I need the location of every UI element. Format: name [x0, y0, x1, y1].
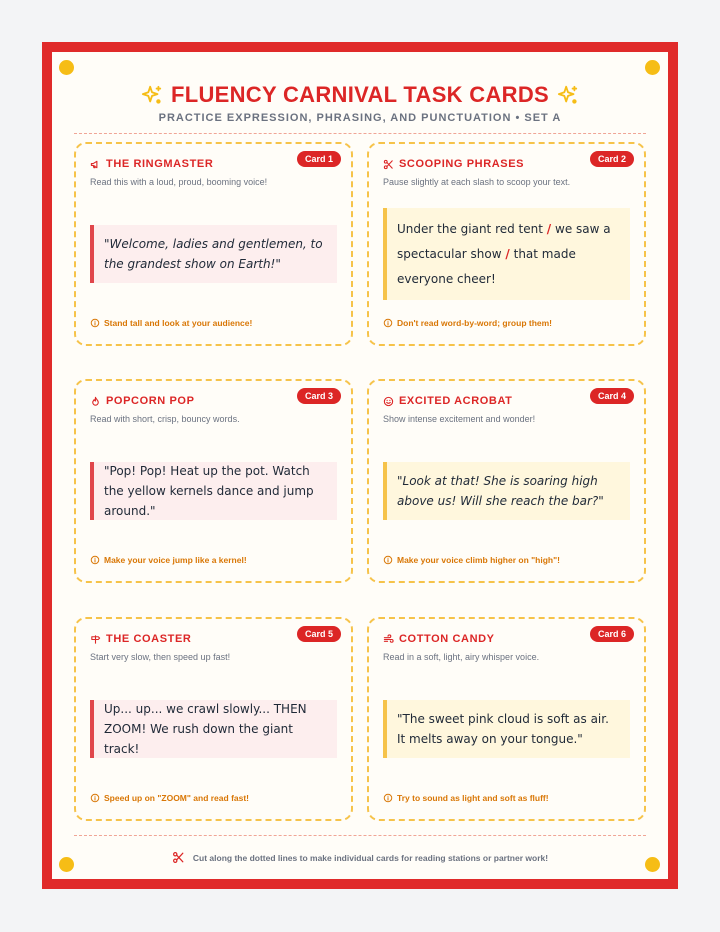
- divider: [74, 835, 646, 836]
- page-border: [42, 42, 678, 889]
- card-quote: "Welcome, ladies and gentlemen, to the grandest show on Earth!": [90, 225, 337, 283]
- card-quote: "Look at that! She is soaring high above us! Will she reach the bar?": [383, 462, 630, 520]
- smile-icon: [383, 396, 394, 407]
- megaphone-icon: [90, 159, 101, 170]
- footer: [52, 851, 668, 864]
- card-quote: Up... up... we crawl slowly... THEN ZOOM! We rush down the giant track!: [90, 700, 337, 758]
- card-title: THE RINGMASTER: [90, 158, 213, 170]
- divider: [74, 133, 646, 134]
- phrase-slash: /: [505, 246, 510, 261]
- info-icon: [90, 318, 100, 328]
- card-tip: Speed up on "ZOOM" and read fast!: [90, 793, 249, 803]
- card-instruction: Read in a soft, light, airy whisper voice.: [383, 652, 540, 662]
- card-badge: Card 5: [297, 626, 341, 642]
- task-card-5: [74, 617, 353, 821]
- phrase-segment: we saw a spectacular show: [397, 221, 611, 261]
- task-card-6: [367, 617, 646, 821]
- sparkle-icon: [141, 84, 163, 106]
- card-instruction: Read this with a loud, proud, booming voice!: [90, 177, 268, 187]
- sparkle-icon: [557, 84, 579, 106]
- page-title-row: [52, 82, 668, 108]
- task-card-3: [74, 379, 353, 583]
- card-tip: Try to sound as light and soft as fluff!: [383, 793, 549, 803]
- page-title: FLUENCY CARNIVAL TASK CARDS: [170, 82, 550, 107]
- corner-dot: [645, 60, 660, 75]
- card-title: EXCITED ACROBAT: [383, 395, 513, 407]
- info-icon: [383, 793, 393, 803]
- card-badge: Card 6: [590, 626, 634, 642]
- info-icon: [383, 555, 393, 565]
- card-title: THE COASTER: [90, 633, 191, 645]
- card-quote: "Pop! Pop! Heat up the pot. Watch the yellow kernels dance and jump around.": [90, 462, 337, 520]
- wind-icon: [383, 634, 394, 645]
- phrase-slash: /: [546, 221, 552, 236]
- task-card-4: [367, 379, 646, 583]
- card-tip: Don't read word-by-word; group them!: [383, 318, 552, 328]
- card-badge: Card 2: [590, 151, 634, 167]
- header: [52, 82, 668, 124]
- signpost-icon: [90, 634, 101, 645]
- corner-dot: [59, 60, 74, 75]
- info-icon: [90, 555, 100, 565]
- phrase-segment: Under the giant red tent: [397, 221, 543, 236]
- card-instruction: Show intense excitement and wonder!: [383, 414, 536, 424]
- scissors-icon: [383, 159, 394, 170]
- page-subtitle: PRACTICE EXPRESSION, PHRASING, AND PUNCTUATION • SET A: [158, 112, 562, 124]
- card-badge: Card 4: [590, 388, 634, 404]
- card-badge: Card 1: [297, 151, 341, 167]
- fire-icon: [90, 396, 101, 407]
- card-title: SCOOPING PHRASES: [383, 158, 524, 170]
- task-card-1: [74, 142, 353, 346]
- card-instruction: Read with short, crisp, bouncy words.: [90, 414, 240, 424]
- phrase-segment: that made everyone cheer!: [397, 246, 576, 286]
- card-instruction: Start very slow, then speed up fast!: [90, 652, 231, 662]
- footer-text: Cut along the dotted lines to make individual cards for reading stations or partner work!: [192, 852, 549, 863]
- card-tip: Stand tall and look at your audience!: [90, 318, 252, 328]
- worksheet: [52, 52, 668, 879]
- card-quote: "The sweet pink cloud is soft as air. It melts away on your tongue.": [383, 700, 630, 758]
- card-title: COTTON CANDY: [383, 633, 495, 645]
- task-card-2: [367, 142, 646, 346]
- card-tip: Make your voice jump like a kernel!: [90, 555, 247, 565]
- card-instruction: Pause slightly at each slash to scoop your text.: [383, 177, 571, 187]
- card-quote: [383, 208, 630, 300]
- card-tip: Make your voice climb higher on "high"!: [383, 555, 560, 565]
- info-icon: [383, 318, 393, 328]
- card-title: POPCORN POP: [90, 395, 195, 407]
- scissors-icon: [172, 851, 185, 864]
- info-icon: [90, 793, 100, 803]
- card-badge: Card 3: [297, 388, 341, 404]
